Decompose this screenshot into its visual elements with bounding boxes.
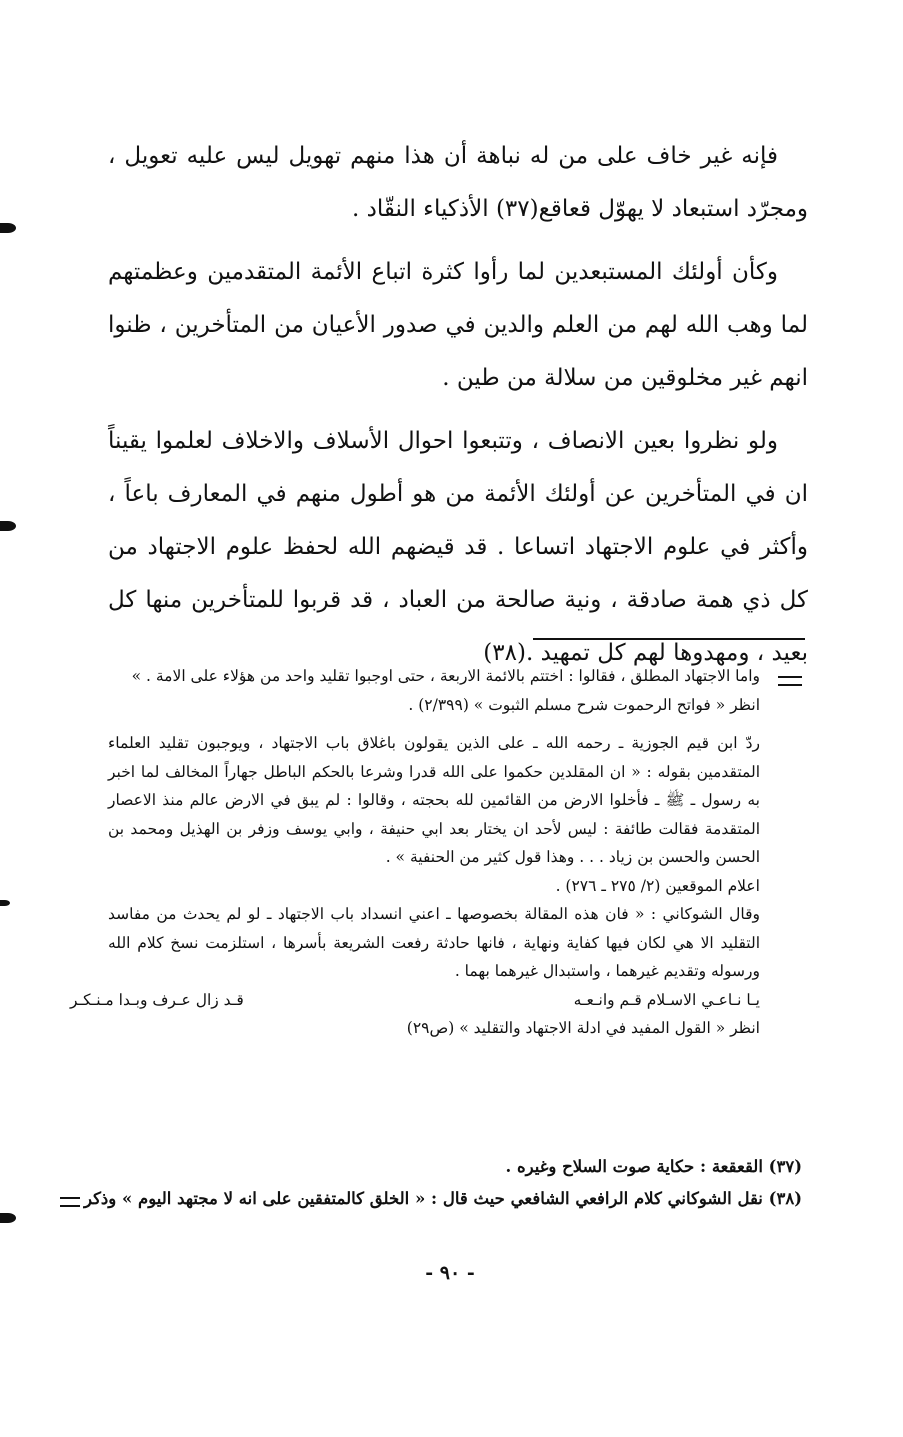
footnote-continued-text: واما الاجتهاد المطلق ، فقالوا : اختتم بالائمة الاربعة ، حتى اوجبوا تقليد واحد من هؤلاء على الامة . » xyxy=(131,667,760,685)
poem-verse xyxy=(70,986,760,1015)
main-body-text xyxy=(108,130,808,690)
footnote-divider xyxy=(533,638,805,640)
footnote-quote: ردّ ابن قيم الجوزية ـ رحمه الله ـ على الذين يقولون باغلاق باب الاجتهاد ، ويوجبون تقليد العلماء المتقدمين بقوله : « ان المقلدين حكموا على الله قدرا وشرعا بالحكم الباطل جهاراً المخالف لما اخبر به رسول ـ ﷺ ـ فأخلوا الارض من القائمين لله بحجته ، وقالوا : لم يبق في الارض عالم منذ الاعصار المتقدمة فقالت طائفة : ليس لأحد ان يختار بعد ابي حنيفة ، وابي يوسف وزفر بن الهذيل ومحمد بن الحسن والحسن بن زياد . . . وهذا قول كثير من الحنفية » . xyxy=(108,734,760,866)
body-paragraph-3: ولو نظروا بعين الانصاف ، وتتبعوا احوال الأسلاف والاخلاف لعلموا يقيناً ان في المتأخرين عن أولئك الأئمة من هو أطول منهم في المعارف باعاً ، وأكثر في علوم الاجتهاد اتساعا . قد قيضهم الله لحفظ علوم الاجتهاد من كل ذي همة صادقة ، ونية صالحة من العباد ، قد قربوا للمتأخرين منها كل بعيد ، ومهدوها لهم كل تمهيد .(٣٨) xyxy=(108,428,808,666)
footnote-38: (٣٨) نقل الشوكاني كلام الرافعي الشافعي حيث قال : « الخلق كالمتفقين على انه لا مجتهد اليوم » وذكر xyxy=(83,1189,802,1208)
footnote-source: اعلام الموقعين (٢/ ٢٧٥ ـ ٢٧٦) . xyxy=(555,876,760,895)
poem-second-hemistich: قـد زال عـرف وبـدا مـنـكـر xyxy=(70,990,244,1009)
scan-edge-mark xyxy=(0,1213,16,1223)
footnote-37: (٣٧) القعقعة : حكاية صوت السلاح وغيره . xyxy=(505,1157,802,1176)
body-paragraph-1: فإنه غير خاف على من له نباهة أن هذا منهم تهويل ليس عليه تعويل ، ومجرّد استبعاد لا يهوّل قعاقع(٣٧) الأذكياء النقّاد . xyxy=(108,143,808,222)
scan-edge-mark xyxy=(0,521,16,531)
footnote-shawkani xyxy=(70,900,760,1043)
poem-first-hemistich: يـا نـاعـي الاسـلام قـم وانـعـه xyxy=(573,990,760,1009)
footnote-continuation-mark xyxy=(778,676,802,686)
scan-edge-mark xyxy=(0,900,10,906)
page-number: - ٩٠ - xyxy=(425,1262,475,1284)
footnote-continuation-mark xyxy=(60,1197,80,1207)
footnote-ibn-qayyim xyxy=(108,729,760,900)
footnote-source: انظر « فواتح الرحموت شرح مسلم الثبوت » (٢/٣٩٩) . xyxy=(408,695,760,714)
footnotes-section xyxy=(70,662,760,1043)
scan-edge-mark xyxy=(0,223,16,233)
body-paragraph-2: وكأن أولئك المستبعدين لما رأوا كثرة اتباع الأئمة المتقدمين وعظمتهم لما وهب الله لهم من العلم والدين في صدور الأعيان من المتأخرين ، ظنوا انهم غير مخلوقين من سلالة من طين . xyxy=(108,259,808,391)
footnote-quote: وقال الشوكاني : « فان هذه المقالة بخصوصها ـ اعني انسداد باب الاجتهاد ـ لو لم يحدث من مفاسد التقليد الا هي لكان فيها كفاية ونهاية ، فانها حادثة رفعت الشريعة بأسرها ، استلزمت نسخ كلام الله ورسوله وتقديم غيرهما ، واستبدال غيرهما بهما . xyxy=(108,905,760,980)
footnote-source: انظر « القول المفيد في ادلة الاجتهاد والتقليد » (ص٢٩) xyxy=(406,1019,760,1037)
